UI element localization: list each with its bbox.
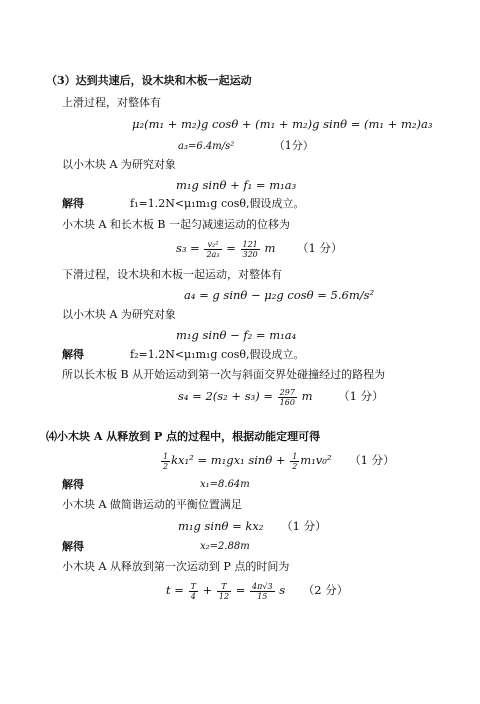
half1-den: 2 <box>163 461 169 471</box>
s3-lhs: s₃ = <box>176 241 200 255</box>
friction-result-2: f₂=1.2N<μ₁m₁g cosθ,假设成立。 <box>130 348 305 361</box>
s4-fraction <box>278 388 297 407</box>
down-slide-intro: 下滑过程，设木块和木板一起运动，对整体有 <box>62 268 282 281</box>
balance-score: （1 分） <box>281 519 327 533</box>
displacement-intro: 小木块 A 和长木板 B 一起匀减速运动的位移为 <box>62 218 291 231</box>
s4-lhs: s₄ = 2(s₂ + s₃) = <box>178 389 274 403</box>
part3-heading: （3）达到共速后，设木块和木板一起运动 <box>46 74 252 87</box>
s3-fraction-1 <box>204 240 221 259</box>
half1-num: 1 <box>163 451 169 461</box>
equation-whole-up: μ₂(m₁ + m₂)g cosθ + (m₁ + m₂)g sinθ = (m₁ + m₂)a₃ <box>132 117 433 131</box>
a3-score: （1分） <box>273 139 314 152</box>
t-n3: 4π√3 <box>252 581 273 591</box>
half2-num: 1 <box>292 451 298 461</box>
object-a-intro-2: 以小木块 A 为研究对象 <box>62 308 176 321</box>
balance-equation <box>178 519 327 533</box>
t-n2: T <box>217 582 231 592</box>
balance-intro: 小木块 A 做简谐运动的平衡位置满足 <box>62 498 242 511</box>
s3-fraction-2 <box>241 240 260 259</box>
energy-score: （1 分） <box>349 453 395 467</box>
t-fraction-1 <box>189 582 198 601</box>
s3-unit: m <box>264 241 276 255</box>
half2-den: 2 <box>292 461 298 471</box>
s4-score: （1 分） <box>338 389 384 403</box>
solve-label-3: 解得 <box>62 478 84 491</box>
time-equation <box>166 580 348 601</box>
s3-mid: = <box>226 241 236 255</box>
t-fraction-3 <box>250 582 275 601</box>
solve-label-4: 解得 <box>62 540 84 553</box>
time-intro: 小木块 A 从释放到第一次运动到 P 点的时间为 <box>62 560 290 573</box>
s4-den: 160 <box>279 397 295 407</box>
s3-num2: 121 <box>242 239 258 249</box>
s4-equation <box>178 386 384 407</box>
half-fraction-1 <box>161 452 170 471</box>
t-d3: 15 <box>257 591 268 601</box>
s4-num: 297 <box>279 387 295 397</box>
t-plus: + <box>202 583 213 597</box>
balance-eq: m₁g sinθ = kx₂ <box>178 519 264 533</box>
energy-eq-part-b: m₁v₀² <box>300 453 332 467</box>
equation-a-down: m₁g sinθ − f₂ = m₁a₄ <box>176 328 297 342</box>
a3-value: a₃=6.4m/s² <box>178 141 235 152</box>
path-intro: 所以长木板 B 从开始运动到第一次与斜面交界处碰撞经过的路程为 <box>62 368 386 381</box>
part4-heading: ⑷小木块 A 从释放到 P 点的过程中，根据动能定理可得 <box>46 430 321 443</box>
t-lhs: t = <box>166 583 184 597</box>
energy-equation <box>160 450 395 471</box>
t-d1: 4 <box>190 591 196 601</box>
equation-whole-down: a₄ = g sinθ − μ₂g cosθ = 5.6m/s² <box>184 288 375 302</box>
a3-result <box>178 139 314 154</box>
object-a-intro-1: 以小木块 A 为研究对象 <box>62 158 176 171</box>
solve-label-2: 解得 <box>62 348 84 361</box>
x1-result: x₁=8.64m <box>200 479 250 490</box>
t-fraction-2 <box>217 582 231 601</box>
friction-result-1: f₁=1.2N<μ₁m₁g cosθ,假设成立。 <box>130 197 305 210</box>
t-unit: s <box>279 583 286 597</box>
solve-label-1: 解得 <box>62 197 84 210</box>
up-slide-intro: 上滑过程，对整体有 <box>62 96 161 109</box>
s3-den1: 2a₃ <box>206 249 220 259</box>
t-d2: 12 <box>218 591 230 601</box>
s3-num1: v₂² <box>204 240 221 250</box>
energy-eq-part-a: kx₁² = m₁gx₁ sinθ + <box>171 453 286 467</box>
s4-unit: m <box>301 389 313 403</box>
half-fraction-2 <box>290 452 299 471</box>
time-score: （2 分） <box>302 583 349 597</box>
s3-den2: 320 <box>242 249 258 259</box>
x2-result: x₂=2.88m <box>200 541 250 552</box>
equation-a-up: m₁g sinθ + f₁ = m₁a₃ <box>176 178 297 192</box>
s3-equation <box>176 238 342 259</box>
t-n1: T <box>190 581 196 591</box>
t-eq: = <box>235 583 246 597</box>
s3-score: （1 分） <box>297 241 343 255</box>
